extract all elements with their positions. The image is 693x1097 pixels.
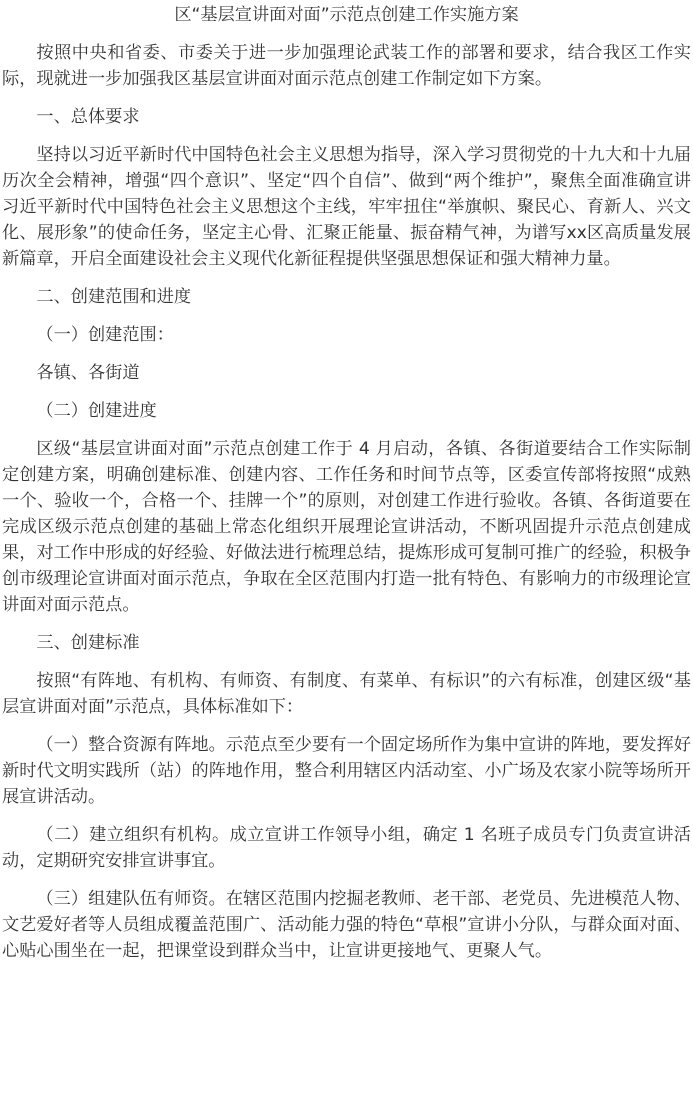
document-title: 区“基层宣讲面对面”示范点创建工作实施方案 bbox=[174, 5, 519, 25]
scope-paragraph: 各镇、各街道 bbox=[36, 363, 140, 383]
section-heading-scope-and-progress: 二、创建范围和进度 bbox=[36, 287, 192, 307]
section-heading-general-requirements: 一、总体要求 bbox=[36, 107, 140, 127]
standard-team-paragraph: （三）组建队伍有师资。在辖区范围内挖掘老教师、老干部、老党员、先进模范人物、文艺爱好者等人员组成覆盖范围广、活动能力强的特色“草根”宣讲小分队，与群众面对面、心贴心围坐在一起，把课堂设到群众当中，让宣讲更接地气、更聚人气。 bbox=[2, 889, 691, 961]
section-heading-standards: 三、创建标准 bbox=[36, 633, 140, 653]
intro-paragraph: 按照中央和省委、市委关于进一步加强理论武装工作的部署和要求，结合我区工作实际，现就进一步加强我区基层宣讲面对面示范点创建工作制定如下方案。 bbox=[2, 43, 691, 89]
standard-venue-paragraph: （一）整合资源有阵地。示范点至少要有一个固定场所作为集中宣讲的阵地，要发挥好新时代文明实践所（站）的阵地作用，整合利用辖区内活动室、小广场及农家小院等场所开展宣讲活动。 bbox=[2, 735, 691, 807]
general-requirements-paragraph: 坚持以习近平新时代中国特色社会主义思想为指导，深入学习贯彻党的十九大和十九届历次全会精神，增强“四个意识”、坚定“四个自信”、做到“两个维护”，聚焦全面准确宣讲习近平新时代中国特色社会主义思想这个主线，牢牢扭住“举旗帜、聚民心、育新人、兴文化、展形象”的使命任务，坚定主心骨、汇聚正能量、振奋精气神，为谱写xx区高质量发展新篇章，开启全面建设社会主义现代化新征程提供坚强思想保证和强大精神力量。 bbox=[2, 145, 691, 269]
progress-paragraph: 区级“基层宣讲面对面”示范点创建工作于 4 月启动，各镇、各街道要结合工作实际制定创建方案，明确创建标准、创建内容、工作任务和时间节点等，区委宣传部将按照“成熟一个、验收一个，合格一个、挂牌一个”的原则，对创建工作进行验收。各镇、各街道要在完成区级示范点创建的基础上常态化组织开展理论宣讲活动，不断巩固提升示范点创建成果，对工作中形成的好经验、好做法进行梳理总结，提炼形成可复制可推广的经验，积极争创市级理论宣讲面对面示范点，争取在全区范围内打造一批有特色、有影响力的市级理论宣讲面对面示范点。 bbox=[2, 439, 691, 615]
standards-intro-paragraph: 按照“有阵地、有机构、有师资、有制度、有菜单、有标识”的六有标准，创建区级“基层宣讲面对面”示范点，具体标准如下： bbox=[2, 671, 691, 717]
standard-organization-paragraph: （二）建立组织有机构。成立宣讲工作领导小组，确定 1 名班子成员专门负责宣讲活动，定期研究安排宣讲事宜。 bbox=[2, 825, 691, 871]
subheading-progress: （二）创建进度 bbox=[36, 401, 157, 421]
subheading-scope: （一）创建范围： bbox=[36, 325, 174, 345]
